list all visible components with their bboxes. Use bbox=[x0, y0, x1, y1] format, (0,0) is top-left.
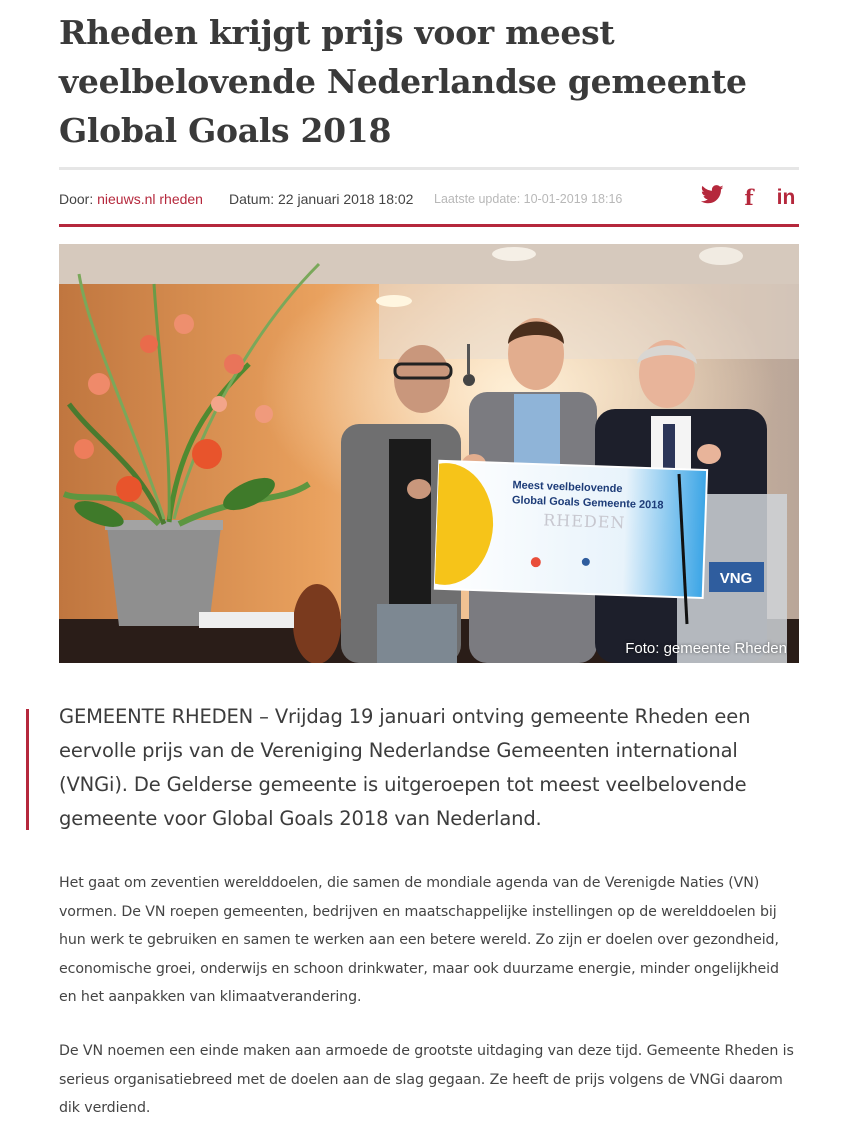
twitter-share-button[interactable] bbox=[699, 185, 725, 211]
title-divider bbox=[59, 167, 799, 170]
linkedin-share-button[interactable]: in bbox=[776, 186, 796, 209]
article-meta bbox=[59, 187, 799, 211]
photo-credit: Foto: gemeente Rheden bbox=[625, 640, 787, 657]
podium-logo: VNG bbox=[719, 570, 753, 587]
author-label: Door: bbox=[59, 191, 94, 207]
author-link[interactable]: nieuws.nl rheden bbox=[97, 191, 203, 207]
facebook-share-button[interactable]: f bbox=[744, 185, 754, 210]
article-paragraph: De VN noemen een einde maken aan armoede de grootste uitdaging van deze tijd. Gemeente Rheden is serieus organisatiebreed met de doelen aan de slag gegaan. Ze heeft de prijs volgens de VNGi daarom dik verdiend. bbox=[59, 1043, 794, 1116]
article-title: Rheden krijgt prijs voor meest veelbelovende Nederlandse gemeente Global Goals 2018 bbox=[59, 13, 747, 150]
article-paragraph: Het gaat om zeventien werelddoelen, die samen de mondiale agenda van de Verenigde Naties (VN) vormen. De VN roepen gemeenten, bedrijven en maatschappelijke instellingen op de werelddoelen bij hun werk te gebruiken en samen te werken aan een betere wereld. Zo zijn er doelen over gezondheid, economische groei, onderwijs en schoon drinkwater, maar ook duurzame energie, minder ongelijkheid en het aanpakken van klimaatverandering. bbox=[59, 875, 779, 1005]
photo-illustration bbox=[59, 244, 799, 663]
board-line-1: Meest veelbelovende bbox=[512, 479, 623, 496]
share-buttons bbox=[688, 185, 799, 211]
publish-date: Datum: 22 januari 2018 18:02 bbox=[229, 191, 414, 207]
board-line-2: Global Goals Gemeente 2018 bbox=[511, 494, 664, 512]
author-info bbox=[59, 187, 203, 211]
article-lead: GEMEENTE RHEDEN – Vrijdag 19 januari ontving gemeente Rheden een eervolle prijs van de Vereniging Nederlandse Gemeenten international (VNGi). De Gelderse gemeente is uitgeroepen tot meest veelbelovende gemeente voor Global Goals 2018 van Nederland. bbox=[59, 705, 751, 830]
lead-quote-bar bbox=[26, 709, 29, 830]
twitter-icon bbox=[701, 185, 724, 211]
last-update: Laatste update: 10-01-2019 18:16 bbox=[434, 192, 623, 206]
board-name: RHEDEN bbox=[542, 510, 626, 533]
meta-divider bbox=[59, 224, 799, 227]
article-photo bbox=[59, 244, 799, 663]
